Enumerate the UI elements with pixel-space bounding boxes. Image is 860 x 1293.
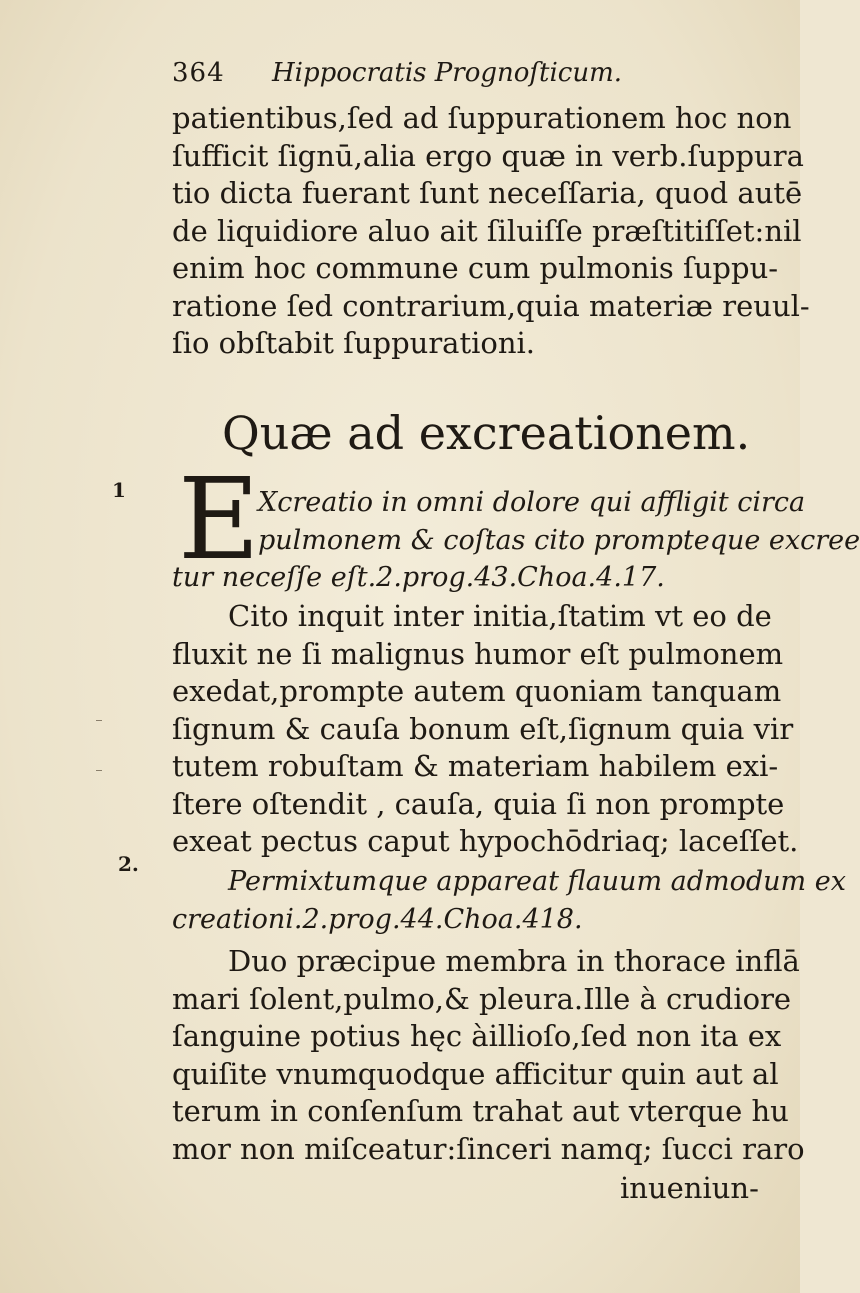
aphorism-1 (172, 484, 860, 597)
margin-number-2: 2. (118, 852, 139, 876)
text-line: ſanguine potius hęc àillioſo,ſed non ita ex (172, 1019, 782, 1053)
text-line: exeat pectus caput hypochōdriaq; laceſſet. (172, 824, 799, 858)
aphorism-line: creationi.2.prog.44.Choa.418. (172, 903, 583, 935)
text-line: tutem robuſtam & materiam habilem exi- (172, 749, 779, 783)
margin-tick (96, 720, 102, 721)
aphorism-line: Permixtumque appareat flauum admodum ex (228, 866, 846, 897)
text-line: Cito inquit inter initia,ſtatim vt eo de (228, 599, 772, 633)
page-number: 364 (172, 58, 225, 88)
paragraph-2 (172, 598, 799, 861)
aphorism-line: pulmonem & coſtas cito prompteque excree (258, 524, 860, 556)
paragraph-1 (172, 100, 810, 363)
margin-tick (96, 770, 102, 771)
text-line: terum in conſenſum trahat aut vterque hu (172, 1094, 789, 1128)
text-line: ſufficit ſignū,alia ergo quæ in verb.ſuppura (172, 138, 804, 173)
running-title: Hippocratis Prognoſticum. (272, 58, 623, 88)
margin-number-1: 1 (112, 478, 126, 502)
text-line: ratione ſed contrarium,quia materiæ reuul- (172, 288, 810, 323)
aphorism-line: Xcreatio in omni dolore qui affligit circa (258, 487, 806, 518)
text-line: enim hoc commune cum pulmonis ſuppu- (172, 251, 779, 285)
text-line: ſio obſtabit ſuppurationi. (172, 326, 536, 360)
text-line: ſignum & cauſa bonum eſt,ſignum quia vir (172, 711, 794, 746)
text-line: ſtere oſtendit , cauſa, quia ſi non prompte (172, 786, 785, 821)
aphorism-2 (172, 863, 846, 938)
text-line: mor non miſceatur:ſinceri namq; ſucci raro (172, 1131, 805, 1166)
text-line: tio dicta fuerant ſunt neceſſaria, quod autē (172, 176, 803, 210)
aphorism-line: tur neceſſe eſt.2.prog.43.Choa.4.17. (172, 562, 665, 593)
text-line: Duo præcipue membra in thorace inflā (228, 944, 800, 978)
section-heading: Quæ ad excreationem. (222, 406, 751, 460)
text-line: de liquidiore aluo ait ſiluiſſe præſtitiſſet:nil (172, 213, 802, 248)
running-header (172, 58, 772, 102)
paragraph-3 (172, 943, 805, 1168)
text-line: mari ſolent,pulmo,& pleura.Ille à crudiore (172, 981, 792, 1016)
text-line: fluxit ne ſi malignus humor eſt pulmonem (172, 636, 784, 671)
drop-cap: E (178, 455, 260, 585)
text-line: patientibus,ſed ad ſuppurationem hoc non (172, 101, 792, 135)
text-line: exedat,prompte autem quoniam tanquam (172, 674, 782, 708)
catchword: inueniun- (620, 1171, 759, 1205)
text-line: quiſite vnumquodque afficitur quin aut al (172, 1056, 779, 1091)
